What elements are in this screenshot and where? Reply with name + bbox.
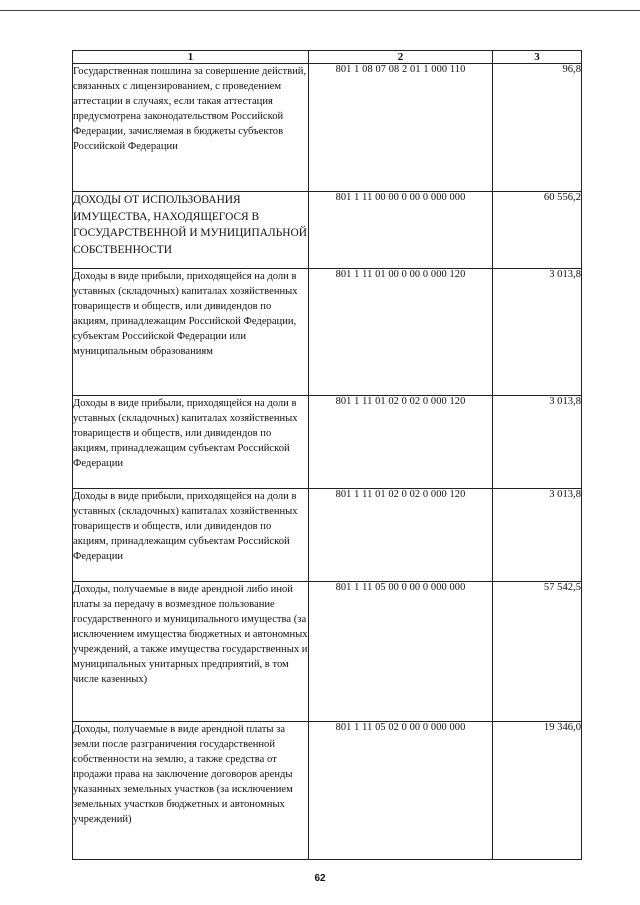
row-amount: 3 013,8 [493,269,582,396]
row-code: 801 1 11 01 02 0 02 0 000 120 [309,396,493,489]
row-amount: 19 346,0 [493,722,582,860]
row-code: 801 1 11 01 00 0 00 0 000 120 [309,269,493,396]
row-code: 801 1 11 05 00 0 00 0 000 000 [309,582,493,722]
row-description: ДОХОДЫ ОТ ИСПОЛЬЗОВАНИЯ ИМУЩЕСТВА, НАХОДЯЩЕГОСЯ В ГОСУДАРСТВЕННОЙ И МУНИЦИПАЛЬНОЙ СОБСТВЕННОСТИ [73,192,309,269]
row-code: 801 1 11 00 00 0 00 0 000 000 [309,192,493,269]
page-number: 62 [314,873,326,884]
revenue-table [72,50,582,860]
row-code: 801 1 11 01 02 0 02 0 000 120 [309,489,493,582]
table-row [73,489,582,582]
row-description: Доходы в виде прибыли, приходящейся на доли в уставных (складочных) капиталах хозяйственных товариществ и обществ, или дивидендов по акциям, принадлежащим Российской Федерации, субъектам Российской Федерации или муниципальным образованиям [73,269,309,396]
row-amount: 57 542,5 [493,582,582,722]
column-header-1: 1 [73,51,309,64]
row-description: Доходы, получаемые в виде арендной платы за земли после разграничения государственной собственности на землю, а также средства от продажи права на заключение договоров аренды указанных земельных участков (за исключением земельных участков бюджетных и автономных учреждений) [73,722,309,860]
column-header-3: 3 [493,51,582,64]
column-header-2: 2 [309,51,493,64]
row-code: 801 1 08 07 08 2 01 1 000 110 [309,64,493,192]
table-row [73,192,582,269]
row-amount: 3 013,8 [493,489,582,582]
row-code: 801 1 11 05 02 0 00 0 000 000 [309,722,493,860]
top-rule [0,10,640,11]
row-amount: 96,8 [493,64,582,192]
table-row [73,269,582,396]
row-description: Доходы в виде прибыли, приходящейся на доли в уставных (складочных) капиталах хозяйственных товариществ и обществ, или дивидендов по акциям, принадлежащим субъектам Российской Федерации [73,396,309,489]
row-description: Государственная пошлина за совершение действий, связанных с лицензированием, с проведением аттестации в случаях, если такая аттестация предусмотрена законодательством Российской Федерации, зачисляемая в бюджеты субъектов Российской Федерации [73,64,309,192]
table-row [73,396,582,489]
row-amount: 60 556,2 [493,192,582,269]
table-row [73,722,582,860]
table-header-row [73,51,582,64]
row-description: Доходы в виде прибыли, приходящейся на доли в уставных (складочных) капиталах хозяйственных товариществ и обществ, или дивидендов по акциям, принадлежащим субъектам Российской Федерации [73,489,309,582]
table-row [73,64,582,192]
row-description: Доходы, получаемые в виде арендной либо иной платы за передачу в возмездное пользование государственного и муниципального имущества (за исключением имущества бюджетных и автономных учреждений, а также имущества государственных и муниципальных унитарных предприятий, в том числе казенных) [73,582,309,722]
row-amount: 3 013,8 [493,396,582,489]
table-row [73,582,582,722]
